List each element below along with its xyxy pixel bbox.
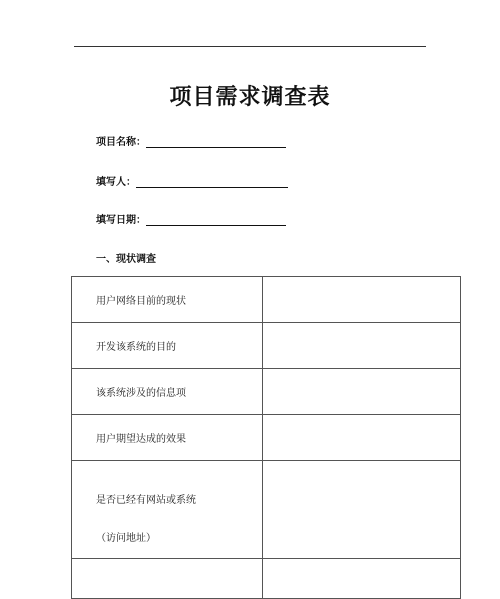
fill-date-field <box>96 211 286 226</box>
filler-blank[interactable] <box>136 177 288 188</box>
table-row <box>72 461 461 559</box>
row-label <box>72 461 263 559</box>
table-row <box>72 415 461 461</box>
row-label: 该系统涉及的信息项 <box>72 369 263 415</box>
filler-label: 填写人： <box>96 177 136 188</box>
section-heading: 一、现状调查 <box>96 254 156 265</box>
filler-field <box>96 173 288 188</box>
fill-date-blank[interactable] <box>146 215 286 226</box>
row-answer-cell[interactable] <box>263 277 461 323</box>
project-name-blank[interactable] <box>146 137 286 148</box>
row-answer-cell[interactable] <box>263 369 461 415</box>
project-name-field <box>96 133 286 148</box>
fill-date-label: 填写日期： <box>96 215 146 226</box>
row-answer-cell[interactable] <box>263 461 461 559</box>
status-survey-table <box>71 276 461 599</box>
table-row <box>72 277 461 323</box>
row-label-line2: （访问地址） <box>96 533 156 544</box>
row-label: 开发该系统的目的 <box>72 323 263 369</box>
row-answer-cell[interactable] <box>263 323 461 369</box>
header-rule <box>74 46 426 47</box>
row-answer-cell[interactable] <box>263 415 461 461</box>
document-title: 项目需求调查表 <box>169 85 331 110</box>
row-label: 用户期望达成的效果 <box>72 415 263 461</box>
table-row <box>72 369 461 415</box>
row-label: 用户网络目前的现状 <box>72 277 263 323</box>
project-name-label: 项目名称： <box>96 137 146 148</box>
row-label-line1: 是否已经有网站或系统 <box>96 495 196 506</box>
table-row <box>72 323 461 369</box>
